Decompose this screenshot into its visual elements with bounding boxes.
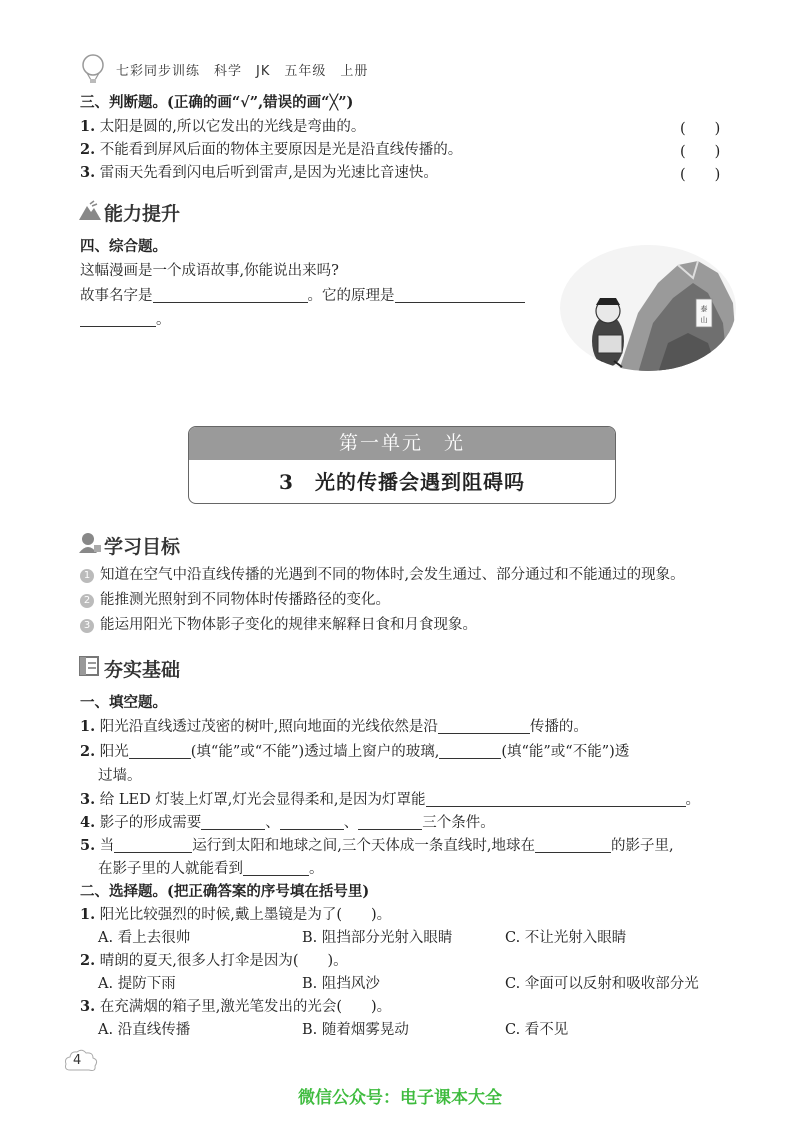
watermark: 微信公众号：电子课本大全 xyxy=(298,1088,502,1108)
fill-q1: 1. 阳光沿直线透过茂密的树叶,照向地面的光线依然是沿 传播的。 xyxy=(80,718,588,735)
principle-blank-cont[interactable] xyxy=(80,310,156,327)
choice-q3-a[interactable]: A. 沿直线传播 xyxy=(98,1022,191,1038)
page-number-badge xyxy=(64,1048,100,1074)
cartoon-label-2: 山 xyxy=(700,316,708,324)
fill-q5: 5. 当 运行到太阳和地球之间,三个天体成一条直线时,地球在 的影子里, xyxy=(80,837,674,854)
fill-q2-cont: 过墙。 xyxy=(98,768,142,784)
fill-q3: 3. 给 LED 灯装上灯罩,灯光会显得柔和,是因为灯罩能 。 xyxy=(80,791,701,808)
fill-q5-blank-3[interactable] xyxy=(243,859,309,876)
lesson-title: 3 光的传播会遇到阻碍吗 xyxy=(279,470,525,494)
fill-q1-blank[interactable] xyxy=(438,717,530,734)
principle-blank[interactable] xyxy=(395,286,525,303)
choice-q1-c[interactable]: C. 不让光射入眼睛 xyxy=(505,930,627,946)
choice-q1-b[interactable]: B. 阻挡部分光射入眼睛 xyxy=(302,930,453,946)
fill-q5-cont: 在影子里的人就能看到 。 xyxy=(98,861,324,877)
header-text: 七彩同步训练 科学 JK 五年级 上册 xyxy=(116,64,369,79)
fill-q4-blank-2[interactable] xyxy=(280,813,344,830)
judge-paren-2[interactable]: ( ) xyxy=(680,144,721,160)
fill-q5-blank-1[interactable] xyxy=(114,836,192,853)
comprehensive-title: 四、综合题。 xyxy=(80,238,167,255)
judge-paren-1[interactable]: ( ) xyxy=(680,121,721,137)
fill-title: 一、填空题。 xyxy=(80,694,167,711)
choice-q1: 1. 阳光比较强烈的时候,戴上墨镜是为了( )。 xyxy=(80,906,392,923)
fill-q4-blank-1[interactable] xyxy=(201,813,265,830)
choice-q2-b[interactable]: B. 阻挡风沙 xyxy=(302,976,380,992)
fill-q2-blank-2[interactable] xyxy=(439,742,501,759)
goal-item-3: 3 能运用阳光下物体影子变化的规律来解释日食和月食现象。 xyxy=(80,615,477,635)
choice-q2-c[interactable]: C. 伞面可以反射和吸收部分光 xyxy=(505,976,699,992)
balloon-icon xyxy=(78,54,108,84)
fill-q5-blank-2[interactable] xyxy=(535,836,611,853)
choice-q2-a[interactable]: A. 提防下雨 xyxy=(98,976,176,992)
judge-paren-3[interactable]: ( ) xyxy=(680,167,721,183)
comprehensive-line2: 故事名字是 。它的原理是 xyxy=(80,286,525,306)
cartoon-label-1: 泰 xyxy=(700,305,708,313)
goals-title: 学习目标 xyxy=(104,536,181,558)
page-header xyxy=(78,54,478,84)
judge-item-2: 2. 不能看到屏风后面的物体主要原因是光是沿直线传播的。 xyxy=(80,141,463,158)
choice-q3-c[interactable]: C. 看不见 xyxy=(505,1022,569,1038)
judge-item-3: 3. 雷雨天先看到闪电后听到雷声,是因为光速比音速快。 xyxy=(80,164,438,181)
cartoon-illustration xyxy=(558,243,738,373)
choice-title: 二、选择题。(把正确答案的序号填在括号里) xyxy=(80,883,370,900)
page-number: 4 xyxy=(73,1053,82,1068)
fill-q3-blank[interactable] xyxy=(426,790,686,807)
ability-title: 能力提升 xyxy=(104,203,181,225)
unit-banner xyxy=(188,426,616,504)
page-number-cloud-icon xyxy=(64,1048,100,1074)
comprehensive-line3: 。 xyxy=(80,310,171,330)
fill-q2: 2. 阳光 (填“能”或“不能”)透过墙上窗户的玻璃, (填“能”或“不能”)透 xyxy=(80,743,630,760)
person-icon xyxy=(78,532,102,554)
basics-title: 夯实基础 xyxy=(104,659,181,681)
fill-q4-blank-3[interactable] xyxy=(358,813,422,830)
goal-item-1: 1 知道在空气中沿直线传播的光遇到不同的物体时,会发生通过、部分通过和不能通过的现象。 xyxy=(80,565,685,585)
mountain-icon xyxy=(78,200,102,222)
judge-item-1: 1. 太阳是圆的,所以它发出的光线是弯曲的。 xyxy=(80,118,366,135)
choice-q3-b[interactable]: B. 随着烟雾晃动 xyxy=(302,1022,409,1038)
book-icon xyxy=(78,655,100,677)
choice-q2: 2. 晴朗的夏天,很多人打伞是因为( )。 xyxy=(80,952,348,969)
choice-q1-a[interactable]: A. 看上去很帅 xyxy=(98,930,191,946)
choice-q3: 3. 在充满烟的箱子里,激光笔发出的光会( )。 xyxy=(80,998,392,1015)
fill-q4: 4. 影子的形成需要 、 、 三个条件。 xyxy=(80,814,495,831)
unit-title: 第一单元 光 xyxy=(189,427,615,460)
goal-item-2: 2 能推测光照射到不同物体时传播路径的变化。 xyxy=(80,590,390,610)
comprehensive-line1: 这幅漫画是一个成语故事,你能说出来吗? xyxy=(80,263,339,279)
story-name-blank[interactable] xyxy=(153,286,308,303)
fill-q2-blank-1[interactable] xyxy=(129,742,191,759)
judge-title: 三、判断题。(正确的画“√”,错误的画“╳”) xyxy=(80,94,354,111)
